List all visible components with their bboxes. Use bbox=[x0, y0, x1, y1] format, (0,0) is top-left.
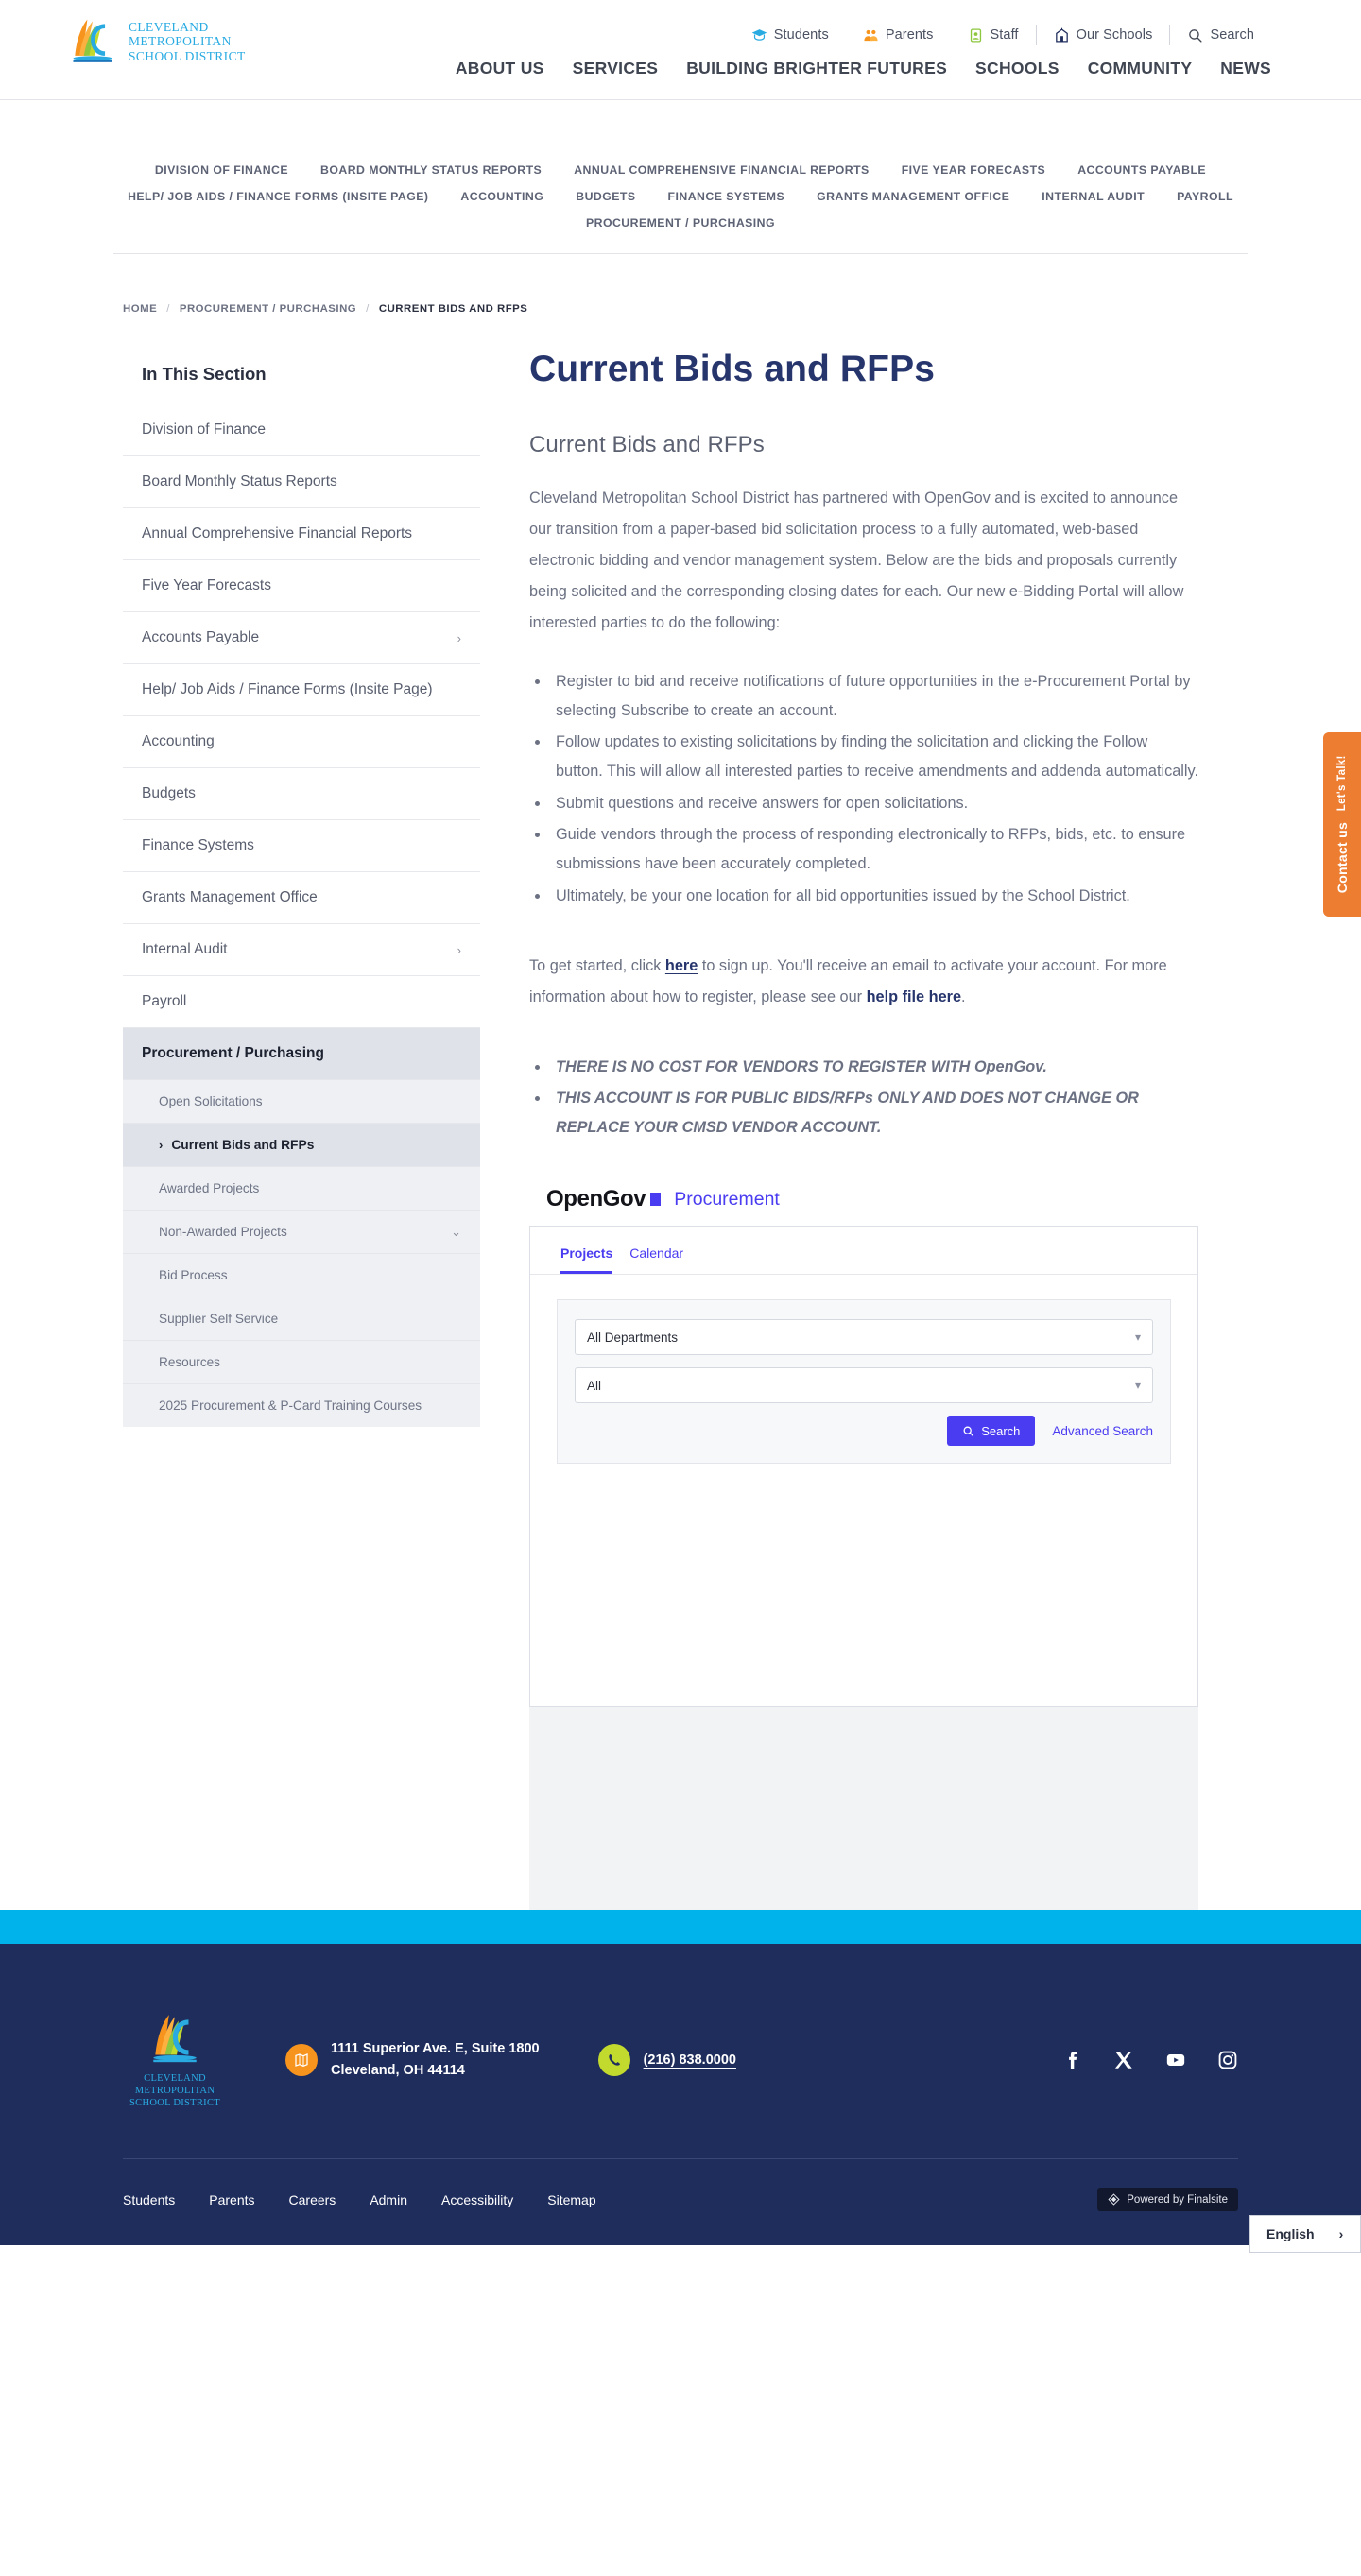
section-link-five-year-forecasts[interactable]: FIVE YEAR FORECASTS bbox=[901, 163, 1046, 177]
finalsite-logo-icon bbox=[1108, 2193, 1120, 2206]
contact-us-tab[interactable] bbox=[1323, 732, 1361, 917]
address-line-1: 1111 Superior Ave. E, Suite 1800 bbox=[331, 2040, 540, 2056]
nav-item-services[interactable]: SERVICES bbox=[572, 59, 659, 77]
content-subheading: Current Bids and RFPs bbox=[529, 432, 765, 457]
sidebar-item-grants-management-office[interactable] bbox=[123, 871, 480, 923]
utility-link-parents[interactable] bbox=[846, 27, 951, 43]
sidebar-subitem-bid-process[interactable] bbox=[123, 1253, 480, 1297]
notice-bullet-list bbox=[529, 1053, 1198, 1143]
chevron-right-icon: › bbox=[1338, 2226, 1344, 2242]
section-link-procurement-purchasing[interactable]: PROCUREMENT / PURCHASING bbox=[585, 216, 776, 230]
chevron-down-icon: ▾ bbox=[1134, 1379, 1141, 1393]
section-link-grants-management-office[interactable]: GRANTS MANAGEMENT OFFICE bbox=[817, 190, 1010, 203]
school-building-icon bbox=[1054, 27, 1070, 43]
sidebar-subitem-label: 2025 Procurement & P-Card Training Courses bbox=[159, 1399, 422, 1413]
phone-icon bbox=[607, 2052, 622, 2068]
facebook-icon[interactable] bbox=[1061, 2050, 1082, 2070]
lets-talk-label: Let's Talk! bbox=[1336, 755, 1348, 812]
sidebar-item-label: Grants Management Office bbox=[142, 889, 318, 905]
section-link-annual-comprehensive-financial-reports[interactable]: ANNUAL COMPREHENSIVE FINANCIAL REPORTS bbox=[574, 163, 870, 177]
cmsd-logo-icon bbox=[144, 2010, 206, 2069]
opengov-triangle-icon bbox=[650, 1193, 661, 1206]
main-nav bbox=[66, 59, 1295, 78]
search-button-label: Search bbox=[981, 1423, 1021, 1438]
sidebar-item-label: Payroll bbox=[142, 993, 187, 1009]
sidebar-subitem-label: Open Solicitations bbox=[159, 1094, 263, 1108]
sidebar-subnav bbox=[123, 1079, 480, 1427]
sidebar-item-label: Division of Finance bbox=[142, 421, 266, 438]
map-icon-circle bbox=[285, 2044, 318, 2076]
powered-by-label: Powered by Finalsite bbox=[1127, 2193, 1228, 2206]
utility-label: Staff bbox=[990, 27, 1019, 43]
footer-address bbox=[331, 2038, 540, 2082]
sidebar-subitem-label: Bid Process bbox=[159, 1268, 228, 1282]
sidebar-item-help-job-aids[interactable] bbox=[123, 663, 480, 715]
sidebar-subitem-label: Supplier Self Service bbox=[159, 1312, 279, 1326]
cmsd-logo-icon bbox=[66, 15, 119, 68]
contact-us-label: Contact us bbox=[1335, 822, 1350, 894]
language-selector[interactable] bbox=[1249, 2215, 1361, 2253]
list-item: • Register to bid and receive notifications of future opportunities in the e-Procurement Portal by selecting Subscribe to create an account. bbox=[550, 667, 1198, 727]
footer-link-sitemap[interactable]: Sitemap bbox=[547, 2191, 596, 2207]
site-header bbox=[0, 0, 1361, 121]
sidebar-item-accounting[interactable] bbox=[123, 715, 480, 767]
search-icon bbox=[1187, 27, 1203, 43]
opengov-embed-footer-space bbox=[529, 1707, 1198, 1910]
section-nav-row-3 bbox=[113, 210, 1248, 236]
utility-nav bbox=[66, 0, 1295, 45]
footer-address-block bbox=[285, 2038, 540, 2082]
footer-link-parents[interactable]: Parents bbox=[209, 2191, 255, 2207]
logo-wordmark bbox=[129, 20, 246, 62]
nav-item-about-us[interactable]: ABOUT US bbox=[455, 59, 544, 77]
contact-us-tab-content bbox=[1335, 755, 1350, 893]
sidebar-subitem-resources[interactable] bbox=[123, 1340, 480, 1383]
section-nav bbox=[0, 121, 1361, 236]
map-icon bbox=[294, 2052, 309, 2068]
section-link-finance-systems[interactable]: FINANCE SYSTEMS bbox=[667, 190, 785, 203]
sidebar-subitem-open-solicitations[interactable] bbox=[123, 1079, 480, 1123]
nav-item-building-brighter-futures[interactable]: BUILDING BRIGHTER FUTURES bbox=[686, 59, 948, 77]
nav-item-news[interactable]: NEWS bbox=[1220, 59, 1271, 77]
section-link-payroll[interactable]: PAYROLL bbox=[1177, 190, 1233, 203]
sidebar-subitem-non-awarded-projects[interactable] bbox=[123, 1210, 480, 1253]
sidebar-subitem-current-bids-and-rfps[interactable] bbox=[123, 1123, 480, 1166]
youtube-icon[interactable] bbox=[1165, 2050, 1186, 2070]
footer-logo-line-2: METROPOLITAN bbox=[134, 2086, 215, 2097]
list-item: • Follow updates to existing solicitations by finding the solicitation and clicking the Follow button. This will allow all interested parties to receive amendments and addenda automatically. bbox=[550, 728, 1198, 787]
signup-here-link[interactable]: here bbox=[664, 956, 698, 974]
footer-logo-line-1: CLEVELAND bbox=[144, 2073, 206, 2085]
footer-logo[interactable] bbox=[123, 2010, 227, 2109]
breadcrumb bbox=[0, 254, 1361, 315]
sidebar-item-annual-comprehensive-financial-reports[interactable] bbox=[123, 507, 480, 559]
sidebar-item-budgets[interactable] bbox=[123, 767, 480, 819]
section-link-board-monthly-status-reports[interactable]: BOARD MONTHLY STATUS REPORTS bbox=[320, 163, 543, 177]
x-twitter-icon[interactable] bbox=[1113, 2050, 1134, 2070]
sidebar-item-procurement-purchasing[interactable] bbox=[123, 1027, 480, 1079]
search-button[interactable] bbox=[947, 1416, 1035, 1446]
sidebar-item-label: Five Year Forecasts bbox=[142, 577, 271, 593]
footer-bottom-row bbox=[123, 2188, 1238, 2211]
section-nav-row-1 bbox=[113, 157, 1248, 183]
opengov-results-area bbox=[530, 1488, 1197, 1706]
powered-by-finalsite-badge[interactable] bbox=[1097, 2188, 1238, 2211]
parents-icon bbox=[863, 27, 879, 43]
footer-phone-link[interactable]: (216) 838.0000 bbox=[643, 2052, 736, 2068]
get-started-text-1: To get started, click bbox=[529, 956, 665, 974]
footer-phone-block bbox=[598, 2044, 736, 2076]
sidebar-subitem-2025-procurement-training[interactable] bbox=[123, 1383, 480, 1427]
utility-label: Students bbox=[773, 27, 829, 43]
opengov-tabs bbox=[530, 1227, 1197, 1275]
department-select[interactable] bbox=[575, 1319, 1153, 1355]
sidebar-item-label: Accounts Payable bbox=[142, 629, 260, 645]
utility-label: Search bbox=[1210, 27, 1254, 43]
breadcrumb-current: CURRENT BIDS AND RFPS bbox=[378, 303, 528, 315]
status-select[interactable] bbox=[575, 1367, 1153, 1403]
sidebar-item-label: Board Monthly Status Reports bbox=[142, 473, 337, 489]
header-divider bbox=[0, 99, 1361, 100]
list-item: • Submit questions and receive answers for open solicitations. bbox=[550, 789, 1198, 818]
page-body bbox=[0, 315, 1361, 1910]
section-link-division-of-finance[interactable]: DIVISION OF FINANCE bbox=[154, 163, 289, 177]
utility-link-our-schools[interactable] bbox=[1037, 27, 1170, 43]
department-select-value: All Departments bbox=[587, 1330, 679, 1345]
sidebar-item-five-year-forecasts[interactable] bbox=[123, 559, 480, 611]
breadcrumb-separator: / bbox=[166, 303, 170, 315]
section-link-budgets[interactable]: BUDGETS bbox=[576, 190, 636, 203]
opengov-search-panel bbox=[557, 1299, 1171, 1464]
instagram-icon[interactable] bbox=[1217, 2050, 1238, 2070]
site-logo[interactable] bbox=[66, 15, 246, 68]
footer-link-careers[interactable]: Careers bbox=[288, 2191, 336, 2207]
advanced-search-link[interactable]: Advanced Search bbox=[1052, 1423, 1153, 1438]
chevron-down-icon: ▾ bbox=[1134, 1331, 1141, 1345]
logo-line-1: CLEVELAND bbox=[129, 20, 209, 35]
opengov-wordmark: OpenGov bbox=[546, 1186, 646, 1212]
list-item: • THERE IS NO COST FOR VENDORS TO REGISTER WITH OpenGov. bbox=[550, 1053, 1198, 1082]
footer-logo-wordmark bbox=[129, 2073, 220, 2109]
opengov-embed bbox=[529, 1186, 1198, 1910]
sidebar-item-label: Procurement / Purchasing bbox=[142, 1045, 324, 1061]
list-item: • Guide vendors through the process of responding electronically to RFPs, bids, etc. to ensure submissions have been accurately completed. bbox=[550, 820, 1198, 880]
sidebar-item-label: Help/ Job Aids / Finance Forms (Insite Page) bbox=[142, 681, 433, 697]
sidebar-item-label: Internal Audit bbox=[142, 941, 228, 957]
sidebar-subitem-label: Non-Awarded Projects bbox=[159, 1225, 287, 1239]
sidebar-item-label: Finance Systems bbox=[142, 837, 254, 853]
sidebar-item-accounts-payable[interactable] bbox=[123, 611, 480, 663]
main-content bbox=[480, 349, 1198, 1910]
search-icon bbox=[962, 1425, 974, 1437]
sidebar-subitem-label: Current Bids and RFPs bbox=[171, 1138, 315, 1152]
utility-link-staff[interactable] bbox=[951, 27, 1036, 43]
header-inner bbox=[0, 0, 1361, 78]
chevron-right-icon: › bbox=[159, 1138, 164, 1152]
sidebar-item-board-monthly-status-reports[interactable] bbox=[123, 455, 480, 507]
staff-badge-icon bbox=[968, 27, 984, 43]
opengov-iframe bbox=[529, 1226, 1198, 1707]
tab-projects[interactable]: Projects bbox=[560, 1245, 612, 1274]
opengov-product-name: Procurement bbox=[674, 1188, 780, 1210]
sidebar-title: In This Section bbox=[142, 364, 267, 384]
help-file-link[interactable]: help file here bbox=[866, 987, 962, 1005]
sidebar-subitem-label: Resources bbox=[159, 1355, 220, 1369]
logo-line-2: METROPOLITAN bbox=[129, 34, 232, 49]
section-link-internal-audit[interactable]: INTERNAL AUDIT bbox=[1042, 190, 1146, 203]
section-nav-row-2 bbox=[113, 183, 1248, 210]
footer-link-admin[interactable]: Admin bbox=[370, 2191, 407, 2207]
list-item: • THIS ACCOUNT IS FOR PUBLIC BIDS/RFPs ONLY AND DOES NOT CHANGE OR REPLACE YOUR CMSD VENDOR ACCOUNT. bbox=[550, 1084, 1198, 1143]
sidebar-item-label: Budgets bbox=[142, 785, 196, 801]
breadcrumb-parent[interactable]: PROCUREMENT / PURCHASING bbox=[179, 303, 357, 315]
footer-social-links bbox=[1061, 2050, 1238, 2070]
status-select-value: All bbox=[587, 1378, 602, 1393]
chevron-right-icon[interactable]: › bbox=[457, 630, 461, 645]
sidebar-subitem-awarded-projects[interactable] bbox=[123, 1166, 480, 1210]
opengov-brand-row bbox=[529, 1186, 1198, 1226]
utility-label: Our Schools bbox=[1076, 27, 1153, 43]
nav-item-schools[interactable]: SCHOOLS bbox=[975, 59, 1060, 77]
intro-paragraph: Cleveland Metropolitan School District has partnered with OpenGov and is excited to announce our transition from a paper-based bid solicitation process to a fully automated, web-based electronic bidding and vendor management system. Below are the bids and proposals currently being solicited and the corresponding closing dates for each. Our new e-Bidding Portal will allow interested parties to do the following: bbox=[529, 489, 1184, 631]
sidebar-item-label: Annual Comprehensive Financial Reports bbox=[142, 525, 413, 541]
utility-link-search[interactable] bbox=[1170, 27, 1271, 43]
sidebar-item-division-of-finance[interactable] bbox=[123, 404, 480, 455]
page-title: Current Bids and RFPs bbox=[529, 349, 935, 389]
footer-logo-line-3: SCHOOL DISTRICT bbox=[129, 2097, 220, 2108]
section-sidebar bbox=[123, 349, 480, 1427]
utility-label: Parents bbox=[885, 27, 934, 43]
utility-link-students[interactable] bbox=[734, 27, 846, 43]
chevron-right-icon[interactable]: › bbox=[457, 942, 461, 957]
graduation-cap-icon bbox=[751, 27, 767, 43]
sidebar-subitem-label: Awarded Projects bbox=[159, 1181, 260, 1195]
opengov-search-actions bbox=[575, 1416, 1153, 1446]
footer-accent-bar bbox=[0, 1910, 1361, 1944]
get-started-text-2: to sign up. You'll receive an email to activate your account. For more information about how to register, please see our bbox=[529, 956, 1167, 1005]
phone-icon-circle bbox=[598, 2044, 630, 2076]
chevron-down-icon[interactable]: ⌄ bbox=[451, 1225, 461, 1239]
sidebar-item-internal-audit[interactable] bbox=[123, 923, 480, 975]
address-line-2: Cleveland, OH 44114 bbox=[331, 2062, 465, 2078]
get-started-paragraph bbox=[529, 951, 1198, 1013]
sidebar-item-finance-systems[interactable] bbox=[123, 819, 480, 871]
footer-main-row bbox=[123, 2010, 1238, 2109]
opengov-logo bbox=[546, 1186, 661, 1212]
section-link-accounting[interactable]: ACCOUNTING bbox=[460, 190, 544, 203]
feature-bullet-list bbox=[529, 667, 1198, 911]
sidebar-item-label: Accounting bbox=[142, 733, 215, 749]
logo-line-3: SCHOOL DISTRICT bbox=[129, 48, 246, 63]
footer-link-accessibility[interactable]: Accessibility bbox=[441, 2191, 514, 2207]
breadcrumb-home[interactable]: HOME bbox=[123, 303, 158, 315]
tab-calendar[interactable]: Calendar bbox=[629, 1245, 684, 1262]
sidebar-subitem-supplier-self-service[interactable] bbox=[123, 1297, 480, 1340]
get-started-text-3: . bbox=[961, 987, 966, 1005]
site-footer bbox=[0, 1944, 1361, 2245]
section-link-help-job-aids[interactable]: HELP/ JOB AIDS / FINANCE FORMS (INSITE PAGE) bbox=[128, 190, 429, 203]
section-link-accounts-payable[interactable]: ACCOUNTS PAYABLE bbox=[1077, 163, 1207, 177]
language-label: English bbox=[1266, 2226, 1315, 2242]
footer-link-students[interactable]: Students bbox=[123, 2191, 176, 2207]
nav-item-community[interactable]: COMMUNITY bbox=[1087, 59, 1193, 77]
footer-divider bbox=[123, 2158, 1238, 2159]
list-item: • Ultimately, be your one location for all bid opportunities issued by the School District. bbox=[550, 882, 1198, 911]
breadcrumb-separator: / bbox=[366, 303, 370, 315]
sidebar-item-payroll[interactable] bbox=[123, 975, 480, 1027]
